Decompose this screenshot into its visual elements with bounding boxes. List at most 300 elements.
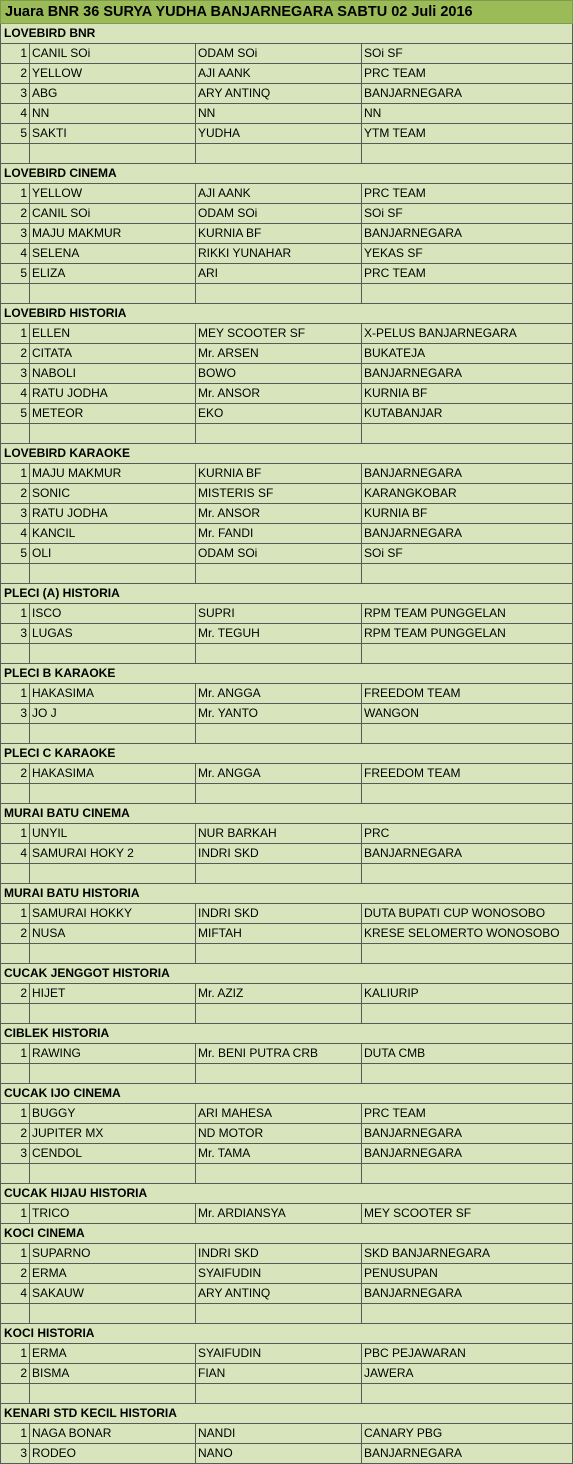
rank-cell[interactable] [0,644,30,664]
team-cell[interactable]: KURNIA BF [362,504,573,524]
team-cell[interactable]: BANJARNEGARA [362,464,573,484]
owner-cell[interactable]: MISTERIS SF [196,484,362,504]
rank-cell[interactable]: 2 [0,764,30,784]
owner-cell[interactable]: Mr. TEGUH [196,624,362,644]
team-cell[interactable]: PRC TEAM [362,184,573,204]
rank-cell[interactable]: 3 [0,224,30,244]
bird-name-cell[interactable]: MAJU MAKMUR [30,464,196,484]
owner-cell[interactable]: SYAIFUDIN [196,1344,362,1364]
rank-cell[interactable]: 3 [0,84,30,104]
team-cell[interactable] [362,564,573,584]
bird-name-cell[interactable]: TRICO [30,1204,196,1224]
table-row [0,1064,574,1084]
table-row [0,1424,574,1444]
owner-cell[interactable]: Mr. YANTO [196,704,362,724]
rank-cell[interactable]: 3 [0,704,30,724]
rank-cell[interactable] [0,1004,30,1024]
rank-cell[interactable]: 4 [0,104,30,124]
rank-cell[interactable]: 3 [0,624,30,644]
table-row [0,644,574,664]
owner-cell[interactable]: Mr. ANSOR [196,504,362,524]
rank-cell[interactable]: 3 [0,364,30,384]
table-row [0,604,574,624]
table-row [0,144,574,164]
category-label[interactable]: PLECI (A) HISTORIA [0,584,573,604]
bird-name-cell[interactable]: ELLEN [30,324,196,344]
owner-cell[interactable]: ODAM SOi [196,204,362,224]
owner-cell[interactable] [196,1384,362,1404]
category-label[interactable]: CUCAK HIJAU HISTORIA [0,1184,573,1204]
owner-cell[interactable]: NANO [196,1444,362,1464]
bird-name-cell[interactable]: NUSA [30,924,196,944]
bird-name-cell[interactable]: JUPITER MX [30,1124,196,1144]
rank-cell[interactable]: 4 [0,1284,30,1304]
bird-name-cell[interactable]: RATU JODHA [30,504,196,524]
bird-name-cell[interactable] [30,424,196,444]
rank-cell[interactable]: 1 [0,324,30,344]
bird-name-cell[interactable]: SAKTI [30,124,196,144]
bird-name-cell[interactable]: ISCO [30,604,196,624]
team-cell[interactable]: KRESE SELOMERTO WONOSOBO [362,924,573,944]
bird-name-cell[interactable]: BISMA [30,1364,196,1384]
owner-cell[interactable] [196,1064,362,1084]
category-row [0,1184,574,1204]
owner-cell[interactable] [196,1004,362,1024]
table-row [0,684,574,704]
bird-name-cell[interactable]: SAMURAI HOKY 2 [30,844,196,864]
owner-cell[interactable]: RIKKI YUNAHAR [196,244,362,264]
owner-cell[interactable]: MEY SCOOTER SF [196,324,362,344]
table-row [0,864,574,884]
rank-cell[interactable] [0,564,30,584]
team-cell[interactable]: BANJARNEGARA [362,844,573,864]
owner-cell[interactable]: Mr. ANGGA [196,764,362,784]
team-cell[interactable]: SOi SF [362,44,573,64]
team-cell[interactable] [362,424,573,444]
team-cell[interactable] [362,1064,573,1084]
rank-cell[interactable] [0,864,30,884]
rank-cell[interactable]: 2 [0,204,30,224]
owner-cell[interactable]: INDRI SKD [196,1244,362,1264]
table-row [0,824,574,844]
owner-cell[interactable]: ARY ANTINQ [196,84,362,104]
rank-cell[interactable]: 2 [0,1124,30,1144]
rank-cell[interactable]: 1 [0,604,30,624]
category-row [0,164,574,184]
team-cell[interactable]: BANJARNEGARA [362,84,573,104]
owner-cell[interactable] [196,944,362,964]
table-row [0,724,574,744]
bird-name-cell[interactable]: METEOR [30,404,196,424]
category-label[interactable]: KENARI STD KECIL HISTORIA [0,1404,573,1424]
bird-name-cell[interactable]: SUPARNO [30,1244,196,1264]
category-label[interactable]: CUCAK IJO CINEMA [0,1084,573,1104]
bird-name-cell[interactable] [30,1064,196,1084]
owner-cell[interactable]: ARY ANTINQ [196,1284,362,1304]
table-row [0,1044,574,1064]
sheet-title[interactable]: Juara BNR 36 SURYA YUDHA BANJARNEGARA SABTU 02 Juli 2016 [0,0,573,24]
rank-cell[interactable] [0,144,30,164]
team-cell[interactable]: KUTABANJAR [362,404,573,424]
team-cell[interactable]: YTM TEAM [362,124,573,144]
owner-cell[interactable] [196,424,362,444]
team-cell[interactable]: SKD BANJARNEGARA [362,1244,573,1264]
bird-name-cell[interactable]: LUGAS [30,624,196,644]
owner-cell[interactable]: ARI MAHESA [196,1104,362,1124]
team-cell[interactable]: PRC [362,824,573,844]
owner-cell[interactable]: ND MOTOR [196,1124,362,1144]
table-row [0,544,574,564]
rank-cell[interactable]: 1 [0,684,30,704]
owner-cell[interactable]: Mr. ARDIANSYA [196,1204,362,1224]
table-row [0,1144,574,1164]
team-cell[interactable]: RPM TEAM PUNGGELAN [362,604,573,624]
owner-cell[interactable]: NN [196,104,362,124]
rank-cell[interactable]: 4 [0,524,30,544]
team-cell[interactable] [362,284,573,304]
table-row [0,1344,574,1364]
owner-cell[interactable]: Mr. ANSOR [196,384,362,404]
rank-cell[interactable] [0,424,30,444]
rank-cell[interactable]: 2 [0,984,30,1004]
owner-cell[interactable]: KURNIA BF [196,224,362,244]
rank-cell[interactable] [0,1384,30,1404]
table-row [0,404,574,424]
bird-name-cell[interactable] [30,1004,196,1024]
rank-cell[interactable]: 5 [0,544,30,564]
team-cell[interactable] [362,144,573,164]
table-row [0,764,574,784]
table-row [0,624,574,644]
owner-cell[interactable]: Mr. TAMA [196,1144,362,1164]
rank-cell[interactable]: 1 [0,44,30,64]
rank-cell[interactable] [0,784,30,804]
table-row [0,64,574,84]
table-row [0,464,574,484]
rank-cell[interactable]: 3 [0,1144,30,1164]
rank-cell[interactable]: 2 [0,924,30,944]
team-cell[interactable] [362,1304,573,1324]
owner-cell[interactable]: ODAM SOi [196,544,362,564]
team-cell[interactable] [362,1164,573,1184]
bird-name-cell[interactable]: SAMURAI HOKKY [30,904,196,924]
owner-cell[interactable]: SUPRI [196,604,362,624]
team-cell[interactable] [362,724,573,744]
team-cell[interactable]: FREEDOM TEAM [362,684,573,704]
bird-name-cell[interactable]: RODEO [30,1444,196,1464]
rank-cell[interactable]: 1 [0,904,30,924]
table-row [0,904,574,924]
owner-cell[interactable]: INDRI SKD [196,844,362,864]
table-row [0,844,574,864]
bird-name-cell[interactable]: MAJU MAKMUR [30,224,196,244]
owner-cell[interactable]: Mr. BENI PUTRA CRB [196,1044,362,1064]
owner-cell[interactable] [196,284,362,304]
table-row [0,944,574,964]
rank-cell[interactable]: 3 [0,504,30,524]
bird-name-cell[interactable] [30,724,196,744]
team-cell[interactable]: BANJARNEGARA [362,524,573,544]
bird-name-cell[interactable]: CANIL SOi [30,204,196,224]
bird-name-cell[interactable]: OLI [30,544,196,564]
category-label[interactable]: PLECI C KARAOKE [0,744,573,764]
table-row [0,1444,574,1464]
bird-name-cell[interactable]: UNYIL [30,824,196,844]
rank-cell[interactable]: 1 [0,464,30,484]
bird-name-cell[interactable]: HAKASIMA [30,764,196,784]
category-row [0,444,574,464]
owner-cell[interactable] [196,784,362,804]
rank-cell[interactable]: 2 [0,1364,30,1384]
table-row [0,704,574,724]
table-row [0,324,574,344]
bird-name-cell[interactable]: ERMA [30,1344,196,1364]
team-cell[interactable] [362,1384,573,1404]
table-row [0,1284,574,1304]
team-cell[interactable]: KURNIA BF [362,384,573,404]
team-cell[interactable]: NN [362,104,573,124]
category-row [0,744,574,764]
rank-cell[interactable]: 1 [0,184,30,204]
table-row [0,1124,574,1144]
rank-cell[interactable]: 2 [0,64,30,84]
bird-name-cell[interactable] [30,1164,196,1184]
team-cell[interactable]: PENUSUPAN [362,1264,573,1284]
rank-cell[interactable]: 3 [0,1444,30,1464]
bird-name-cell[interactable] [30,1304,196,1324]
table-row [0,204,574,224]
table-row [0,344,574,364]
owner-cell[interactable]: NUR BARKAH [196,824,362,844]
bird-name-cell[interactable]: ELIZA [30,264,196,284]
owner-cell[interactable]: Mr. ANGGA [196,684,362,704]
category-row [0,304,574,324]
team-cell[interactable]: YEKAS SF [362,244,573,264]
team-cell[interactable] [362,864,573,884]
category-label[interactable]: KOCI CINEMA [0,1224,573,1244]
bird-name-cell[interactable]: SELENA [30,244,196,264]
rank-cell[interactable]: 4 [0,244,30,264]
team-cell[interactable]: CANARY PBG [362,1424,573,1444]
team-cell[interactable]: DUTA CMB [362,1044,573,1064]
team-cell[interactable]: JAWERA [362,1364,573,1384]
owner-cell[interactable]: ODAM SOi [196,44,362,64]
category-label[interactable]: PLECI B KARAOKE [0,664,573,684]
bird-name-cell[interactable] [30,144,196,164]
owner-cell[interactable] [196,564,362,584]
bird-name-cell[interactable] [30,784,196,804]
owner-cell[interactable]: BOWO [196,364,362,384]
table-row [0,484,574,504]
bird-name-cell[interactable] [30,644,196,664]
owner-cell[interactable]: MIFTAH [196,924,362,944]
table-row [0,1364,574,1384]
category-row [0,804,574,824]
bird-name-cell[interactable]: JO J [30,704,196,724]
bird-name-cell[interactable]: SAKAUW [30,1284,196,1304]
owner-cell[interactable] [196,644,362,664]
category-row [0,964,574,984]
table-row [0,924,574,944]
rank-cell[interactable] [0,944,30,964]
table-row [0,424,574,444]
bird-name-cell[interactable]: KANCIL [30,524,196,544]
table-row [0,244,574,264]
bird-name-cell[interactable]: SONIC [30,484,196,504]
team-cell[interactable]: BANJARNEGARA [362,224,573,244]
table-row [0,104,574,124]
owner-cell[interactable] [196,1164,362,1184]
team-cell[interactable]: FREEDOM TEAM [362,764,573,784]
bird-name-cell[interactable]: HAKASIMA [30,684,196,704]
category-label[interactable]: CUCAK JENGGOT HISTORIA [0,964,573,984]
category-row [0,884,574,904]
table-row [0,1204,574,1224]
rank-cell[interactable]: 5 [0,124,30,144]
category-label[interactable]: LOVEBIRD CINEMA [0,164,573,184]
owner-cell[interactable]: ARI [196,264,362,284]
rank-cell[interactable] [0,1164,30,1184]
category-label[interactable]: LOVEBIRD HISTORIA [0,304,573,324]
owner-cell[interactable]: Mr. ARSEN [196,344,362,364]
bird-name-cell[interactable]: BUGGY [30,1104,196,1124]
rank-cell[interactable]: 5 [0,264,30,284]
team-cell[interactable]: BANJARNEGARA [362,1284,573,1304]
rank-cell[interactable]: 5 [0,404,30,424]
bird-name-cell[interactable]: CENDOL [30,1144,196,1164]
rank-cell[interactable] [0,1064,30,1084]
category-label[interactable]: CIBLEK HISTORIA [0,1024,573,1044]
rank-cell[interactable]: 1 [0,1204,30,1224]
team-cell[interactable]: WANGON [362,704,573,724]
table-row [0,1304,574,1324]
bird-name-cell[interactable]: CITATA [30,344,196,364]
team-cell[interactable]: SOi SF [362,544,573,564]
table-row [0,1104,574,1124]
bird-name-cell[interactable]: RAWING [30,1044,196,1064]
team-cell[interactable]: DUTA BUPATI CUP WONOSOBO [362,904,573,924]
bird-name-cell[interactable] [30,1384,196,1404]
team-cell[interactable] [362,784,573,804]
team-cell[interactable]: BANJARNEGARA [362,1144,573,1164]
team-cell[interactable]: RPM TEAM PUNGGELAN [362,624,573,644]
category-row [0,24,574,44]
table-row [0,124,574,144]
owner-cell[interactable]: NANDI [196,1424,362,1444]
owner-cell[interactable]: AJI AANK [196,184,362,204]
bird-name-cell[interactable]: NN [30,104,196,124]
rank-cell[interactable]: 4 [0,384,30,404]
category-label[interactable]: MURAI BATU HISTORIA [0,884,573,904]
bird-name-cell[interactable]: NABOLI [30,364,196,384]
bird-name-cell[interactable]: NAGA BONAR [30,1424,196,1444]
team-cell[interactable]: KARANGKOBAR [362,484,573,504]
bird-name-cell[interactable] [30,564,196,584]
bird-name-cell[interactable]: ABG [30,84,196,104]
rank-cell[interactable]: 2 [0,1264,30,1284]
team-cell[interactable]: BUKATEJA [362,344,573,364]
bird-name-cell[interactable]: ERMA [30,1264,196,1284]
owner-cell[interactable]: YUDHA [196,124,362,144]
owner-cell[interactable]: Mr. AZIZ [196,984,362,1004]
rank-cell[interactable] [0,1304,30,1324]
category-row [0,584,574,604]
table-row [0,504,574,524]
owner-cell[interactable]: SYAIFUDIN [196,1264,362,1284]
table-row [0,44,574,64]
team-cell[interactable]: PRC TEAM [362,1104,573,1124]
team-cell[interactable]: PBC PEJAWARAN [362,1344,573,1364]
category-label[interactable]: LOVEBIRD BNR [0,24,573,44]
rank-cell[interactable]: 1 [0,1424,30,1444]
rank-cell[interactable]: 1 [0,1344,30,1364]
team-cell[interactable]: BANJARNEGARA [362,364,573,384]
team-cell[interactable] [362,944,573,964]
rank-cell[interactable] [0,284,30,304]
owner-cell[interactable]: Mr. FANDI [196,524,362,544]
rank-cell[interactable] [0,724,30,744]
owner-cell[interactable]: EKO [196,404,362,424]
owner-cell[interactable] [196,864,362,884]
category-row [0,1404,574,1424]
category-label[interactable]: KOCI HISTORIA [0,1324,573,1344]
owner-cell[interactable] [196,144,362,164]
team-cell[interactable]: BANJARNEGARA [362,1124,573,1144]
bird-name-cell[interactable]: YELLOW [30,184,196,204]
owner-cell[interactable]: FIAN [196,1364,362,1384]
team-cell[interactable]: PRC TEAM [362,264,573,284]
owner-cell[interactable]: KURNIA BF [196,464,362,484]
table-row [0,284,574,304]
rank-cell[interactable]: 4 [0,844,30,864]
team-cell[interactable] [362,1004,573,1024]
owner-cell[interactable]: INDRI SKD [196,904,362,924]
table-row [0,184,574,204]
category-label[interactable]: LOVEBIRD KARAOKE [0,444,573,464]
bird-name-cell[interactable]: YELLOW [30,64,196,84]
table-row [0,784,574,804]
bird-name-cell[interactable]: HIJET [30,984,196,1004]
team-cell[interactable]: PRC TEAM [362,64,573,84]
category-label[interactable]: MURAI BATU CINEMA [0,804,573,824]
rank-cell[interactable]: 1 [0,1244,30,1264]
rank-cell[interactable]: 1 [0,1044,30,1064]
bird-name-cell[interactable]: CANIL SOi [30,44,196,64]
team-cell[interactable] [362,644,573,664]
bird-name-cell[interactable] [30,864,196,884]
bird-name-cell[interactable] [30,944,196,964]
table-row [0,564,574,584]
rank-cell[interactable]: 1 [0,824,30,844]
rank-cell[interactable]: 2 [0,484,30,504]
team-cell[interactable]: X-PELUS BANJARNEGARA [362,324,573,344]
rank-cell[interactable]: 2 [0,344,30,364]
team-cell[interactable]: MEY SCOOTER SF [362,1204,573,1224]
table-row [0,364,574,384]
owner-cell[interactable] [196,1304,362,1324]
bird-name-cell[interactable]: RATU JODHA [30,384,196,404]
team-cell[interactable]: SOi SF [362,204,573,224]
table-row [0,1244,574,1264]
team-cell[interactable]: KALIURIP [362,984,573,1004]
table-row [0,524,574,544]
rank-cell[interactable]: 1 [0,1104,30,1124]
team-cell[interactable]: BANJARNEGARA [362,1444,573,1464]
table-row [0,1164,574,1184]
bird-name-cell[interactable] [30,284,196,304]
owner-cell[interactable] [196,724,362,744]
owner-cell[interactable]: AJI AANK [196,64,362,84]
